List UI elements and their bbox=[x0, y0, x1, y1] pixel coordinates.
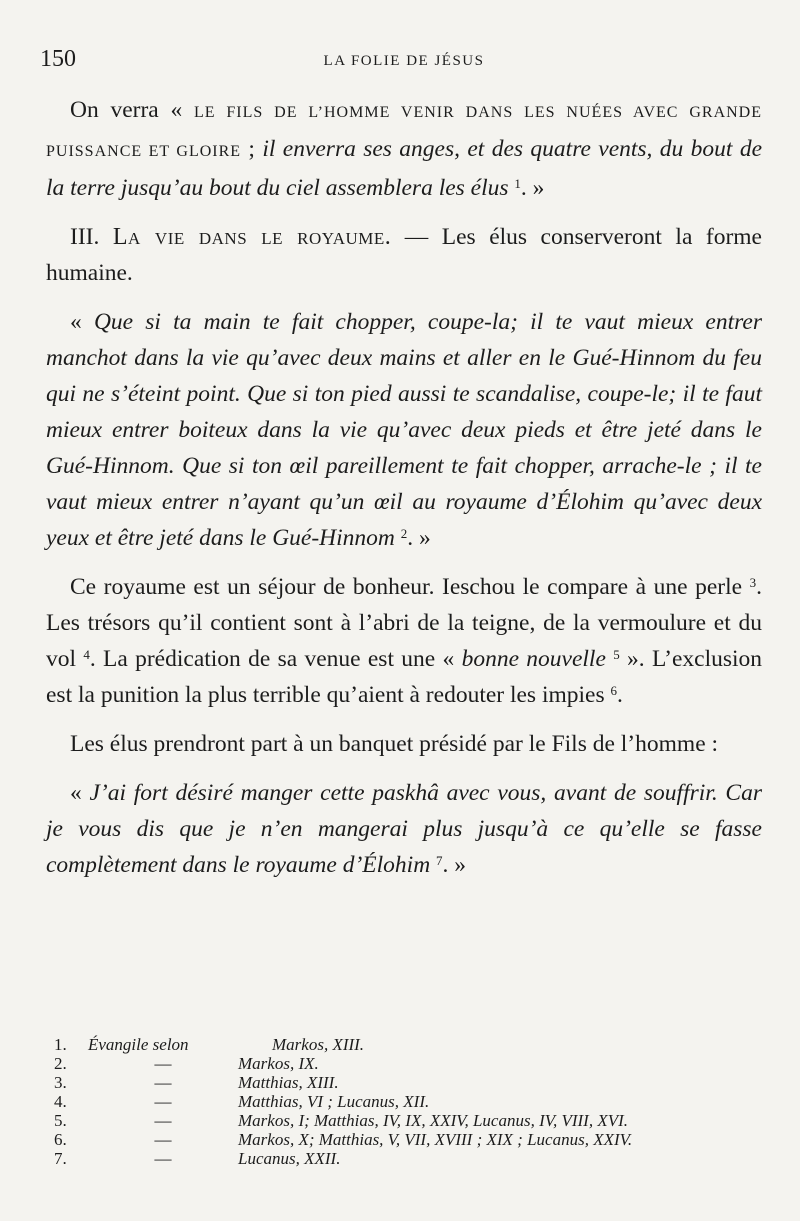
footnote-number: 1. bbox=[54, 1035, 67, 1054]
text-run: ; bbox=[241, 136, 263, 162]
text-run: — Les élus conserveront la forme humaine. bbox=[46, 224, 762, 286]
footnote-source: Markos, IX. bbox=[238, 1054, 319, 1073]
text-run: « bbox=[70, 780, 90, 806]
page-header bbox=[40, 46, 762, 76]
footnote-number: 7. bbox=[54, 1149, 67, 1168]
footnote bbox=[54, 1073, 754, 1092]
footnote-number: 4. bbox=[54, 1092, 67, 1111]
italic-quote: Que si ta main te fait chopper, coupe-la; il te vaut mieux entrer manchot dans la vie qu’avec deux mains et aller en le Gué-Hinnom du feu qui ne s’éteint point. Que si ton pied aussi te scandalise, coupe-le; il te faut mieux entrer boiteux dans la vie qu’avec deux pieds et être jeté dans le Gué-Hinnom. Que si ton œil pareillement te fait chopper, arrache-le ; il te vaut mieux entrer n’ayant qu’un œil au royaume d’Élohim qu’avec deux yeux et être jeté dans le Gué-Hinnom bbox=[46, 309, 762, 551]
body-text bbox=[46, 92, 762, 896]
footnote-ref: 3 bbox=[749, 575, 757, 590]
footnote-dash: — bbox=[154, 1149, 172, 1168]
paragraph-3 bbox=[46, 304, 762, 556]
footnote-dash: — bbox=[154, 1073, 172, 1092]
footnote-dash: — bbox=[154, 1054, 172, 1073]
footnote-ref: 6 bbox=[610, 683, 617, 698]
footnote-source: Markos, XIII. bbox=[272, 1035, 365, 1054]
smallcaps-quote: LE FILS DE L’HOMME VENIR DANS LES NUÉES AVEC GRANDE PUISSANCE ET GLOIRE bbox=[46, 104, 763, 160]
footnote-number: 3. bbox=[54, 1073, 67, 1092]
footnote-number: 5. bbox=[54, 1111, 67, 1130]
text-run: Les élus prendront part à un banquet présidé par le Fils de l’homme : bbox=[70, 731, 719, 757]
footnotes bbox=[54, 1035, 754, 1168]
text-run: . Les trésors qu’il contient sont à l’abri de la teigne, de la vermoulure et du vol bbox=[46, 574, 762, 672]
footnote-dash: — bbox=[154, 1092, 172, 1111]
running-title: LA FOLIE DE JÉSUS bbox=[323, 53, 485, 69]
paragraph-2 bbox=[46, 219, 762, 291]
footnote-label: Évangile selon bbox=[88, 1035, 189, 1054]
page-number: 150 bbox=[40, 46, 76, 72]
footnote-source: Matthias, VI ; Lucanus, XII. bbox=[238, 1092, 430, 1111]
section-heading: La vie dans le royaume. bbox=[112, 224, 392, 250]
footnote-ref: 7 bbox=[436, 853, 443, 868]
footnote-dash: — bbox=[154, 1130, 172, 1149]
paragraph-6 bbox=[46, 775, 762, 883]
footnote bbox=[54, 1054, 754, 1073]
paragraph-4 bbox=[46, 569, 762, 713]
footnote-source: Lucanus, XXII. bbox=[238, 1149, 341, 1168]
text-run: On verra « bbox=[70, 97, 194, 123]
text-run: Ce royaume est un séjour de bonheur. Ieschou le compare à une perle bbox=[70, 574, 743, 600]
footnote-dash: — bbox=[154, 1111, 172, 1130]
italic-quote: J’ai fort désiré manger cette paskhâ avec vous, avant de souffrir. Car je vous dis que je n’en mangerai plus jusqu’à ce qu’elle se fasse complètement dans le royaume d’Élohim bbox=[46, 780, 763, 878]
footnote bbox=[54, 1149, 754, 1168]
text-run: ». L’exclusion est la punition la plus terrible qu’aient à redouter les impies bbox=[46, 646, 763, 708]
footnote-number: 2. bbox=[54, 1054, 67, 1073]
text-run: « bbox=[70, 309, 94, 335]
paragraph-5 bbox=[46, 726, 762, 762]
text-run: . » bbox=[520, 175, 545, 201]
paragraph-1 bbox=[46, 92, 762, 206]
footnote-ref: 2 bbox=[400, 526, 408, 541]
footnote bbox=[54, 1130, 754, 1149]
text-run: . » bbox=[442, 852, 467, 878]
text-run: . La prédication de sa venue est une « bbox=[89, 646, 462, 672]
text-run: . » bbox=[407, 525, 431, 551]
footnote-ref: 1 bbox=[514, 176, 521, 191]
section-number: III. bbox=[70, 224, 113, 250]
footnote bbox=[54, 1111, 754, 1130]
italic-quote: il enverra ses anges, et des quatre vents, du bout de la terre jusqu’au bout du ciel assemblera les élus bbox=[46, 136, 763, 201]
italic-phrase: bonne nouvelle bbox=[461, 646, 606, 672]
footnote-source: Markos, X; Matthias, V, VII, XVIII ; XIX ; Lucanus, XXIV. bbox=[238, 1130, 633, 1149]
footnote-ref: 5 bbox=[613, 647, 620, 662]
footnote bbox=[54, 1092, 754, 1111]
footnote-ref: 4 bbox=[83, 647, 90, 662]
footnote-number: 6. bbox=[54, 1130, 67, 1149]
footnote-source: Matthias, XIII. bbox=[238, 1073, 339, 1092]
text-run: . bbox=[617, 682, 623, 708]
footnote bbox=[54, 1035, 754, 1054]
footnote-source: Markos, I; Matthias, IV, IX, XXIV, Lucanus, IV, VIII, XVI. bbox=[238, 1111, 628, 1130]
